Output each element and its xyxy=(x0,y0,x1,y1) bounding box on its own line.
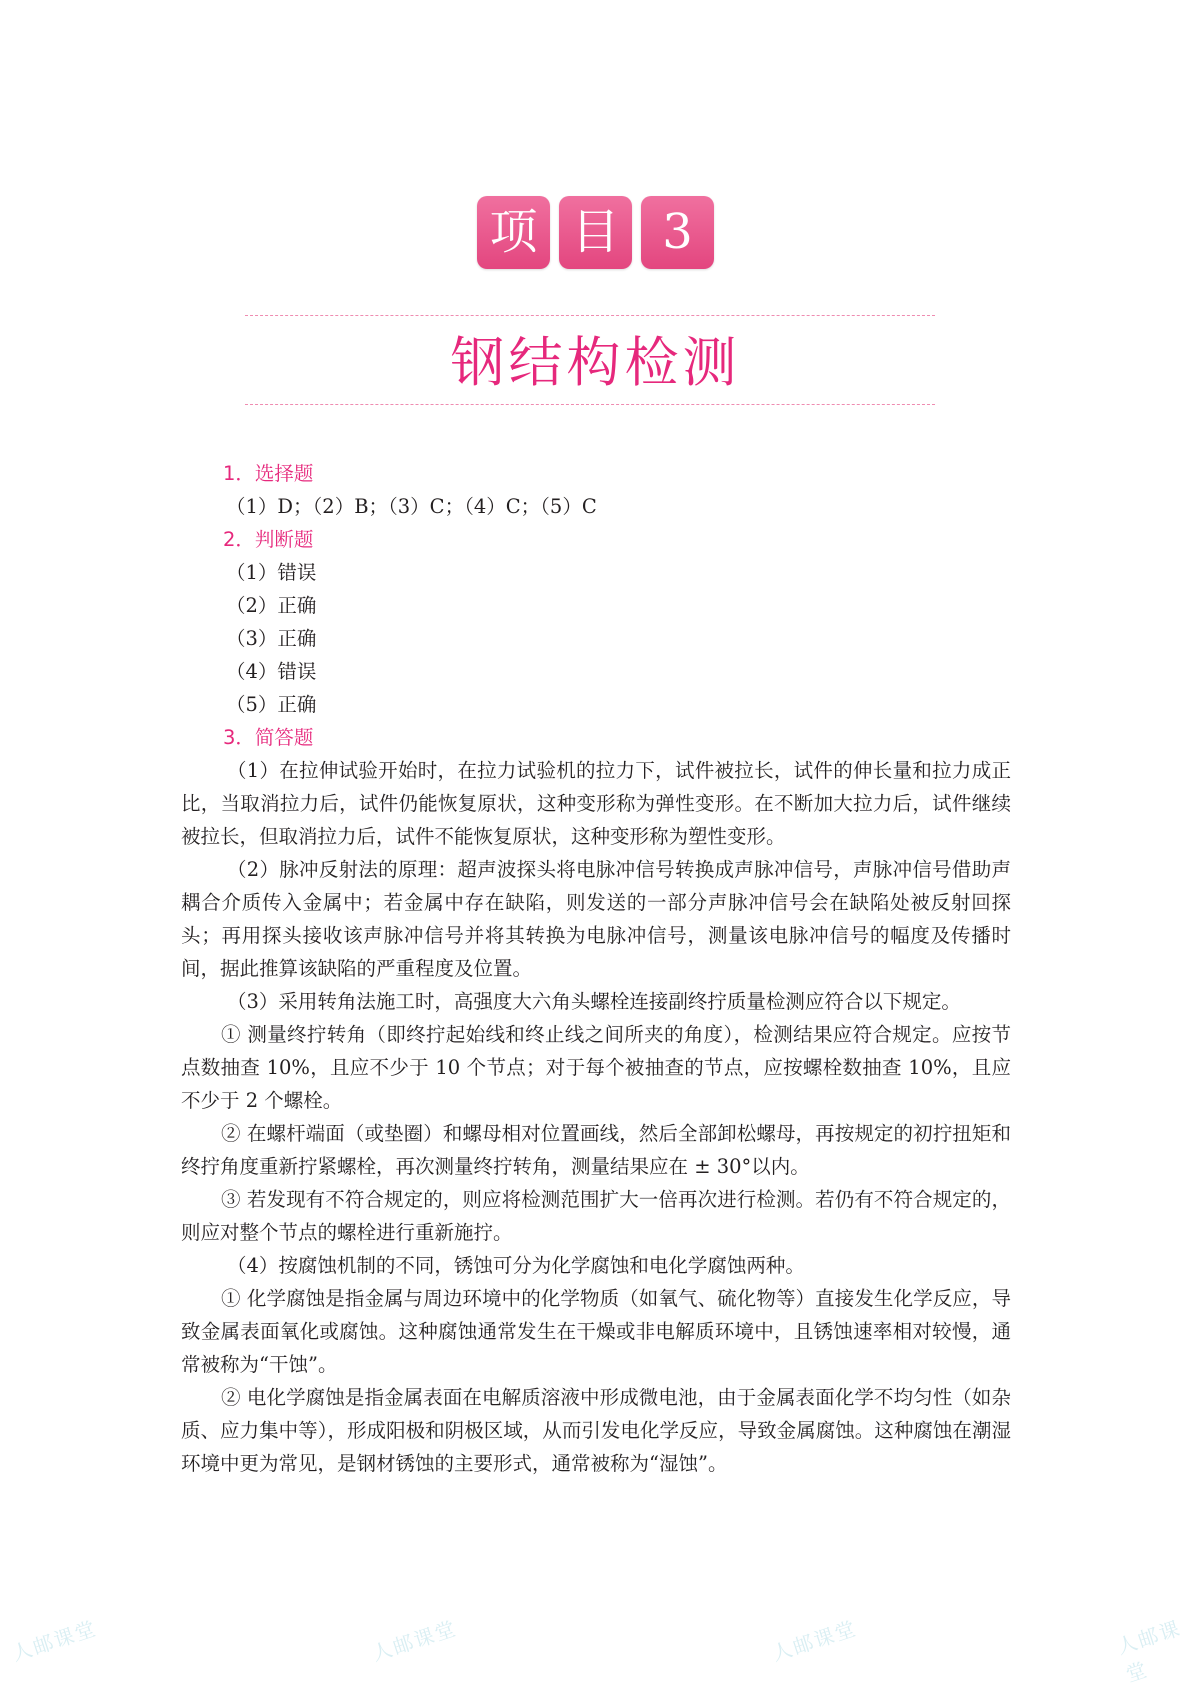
choice-answers: （1）D；（2）B；（3）C；（4）C；（5）C xyxy=(226,495,597,518)
divider-bottom xyxy=(245,404,935,405)
short-answer-paragraph: （2）脉冲反射法的原理：超声波探头将电脉冲信号转换成声脉冲信号，声脉冲信号借助声耦合介质传入金属中；若金属中存在缺陷，则发送的一部分声脉冲信号会在缺陷处被反射回探头；再用探头接收该声脉冲信号并将其转换为电脉冲信号，测量该电脉冲信号的幅度及传播时间，据此推算该缺陷的严重程度及位置。 xyxy=(181,858,1011,980)
watermark-logo: 人邮课堂 xyxy=(368,1615,461,1666)
short-answer-subitem: ③ 若发现有不符合规定的，则应将检测范围扩大一倍再次进行检测。若仍有不符合规定的，则应对整个节点的螺栓进行重新施拧。 xyxy=(181,1188,1011,1244)
watermark-logo: 人邮课堂 xyxy=(8,1615,101,1666)
divider-top xyxy=(245,315,935,316)
short-answer-paragraph: （4）按腐蚀机制的不同，锈蚀可分为化学腐蚀和电化学腐蚀两种。 xyxy=(227,1254,805,1277)
judgement-answer: （1）错误 xyxy=(226,561,317,584)
judgement-answer: （3）正确 xyxy=(226,627,317,650)
watermark-logo: 人邮课堂 xyxy=(1114,1615,1185,1687)
judgement-answer: （2）正确 xyxy=(226,594,317,617)
section-heading-short-answer: 3．简答题 xyxy=(223,726,314,749)
chapter-badges xyxy=(0,196,1191,269)
judgement-answer: （5）正确 xyxy=(226,693,317,716)
chapter-badge: 项 xyxy=(477,196,550,269)
judgement-answer: （4）错误 xyxy=(226,660,317,683)
watermark-logo: 人邮课堂 xyxy=(768,1615,861,1666)
chapter-badge: 目 xyxy=(559,196,632,269)
short-answer-paragraph: （3）采用转角法施工时，高强度大六角头螺栓连接副终拧质量检测应符合以下规定。 xyxy=(227,990,961,1013)
short-answer-subitem: ② 电化学腐蚀是指金属表面在电解质溶液中形成微电池，由于金属表面化学不均匀性（如杂质、应力集中等），形成阳极和阴极区域，从而引发电化学反应，导致金属腐蚀。这种腐蚀在潮湿环境中更为常见，是钢材锈蚀的主要形式，通常被称为“湿蚀”。 xyxy=(181,1386,1011,1475)
answer-content xyxy=(181,457,1011,1480)
page-title: 钢结构检测 xyxy=(450,331,741,394)
short-answer-paragraph: （1）在拉伸试验开始时，在拉力试验机的拉力下，试件被拉长，试件的伸长量和拉力成正比，当取消拉力后，试件仍能恢复原状，这种变形称为弹性变形。在不断加大拉力后，试件继续被拉长，但取消拉力后，试件不能恢复原状，这种变形称为塑性变形。 xyxy=(181,759,1011,848)
short-answer-subitem: ② 在螺杆端面（或垫圈）和螺母相对位置画线，然后全部卸松螺母，再按规定的初拧扭矩和终拧角度重新拧紧螺栓，再次测量终拧转角，测量结果应在 ± 30°以内。 xyxy=(181,1122,1011,1178)
short-answer-subitem: ① 化学腐蚀是指金属与周边环境中的化学物质（如氧气、硫化物等）直接发生化学反应，导致金属表面氧化或腐蚀。这种腐蚀通常发生在干燥或非电解质环境中，且锈蚀速率相对较慢，通常被称为“干蚀”。 xyxy=(181,1287,1011,1376)
short-answer-subitem: ① 测量终拧转角（即终拧起始线和终止线之间所夹的角度），检测结果应符合规定。应按节点数抽查 10%，且应不少于 10 个节点；对于每个被抽查的节点，应按螺栓数抽查 10%，且应不少于 2 个螺栓。 xyxy=(181,1023,1011,1112)
section-heading-judgement: 2．判断题 xyxy=(223,528,314,551)
section-heading-choice: 1．选择题 xyxy=(223,462,314,485)
chapter-badge-number: 3 xyxy=(641,196,714,269)
